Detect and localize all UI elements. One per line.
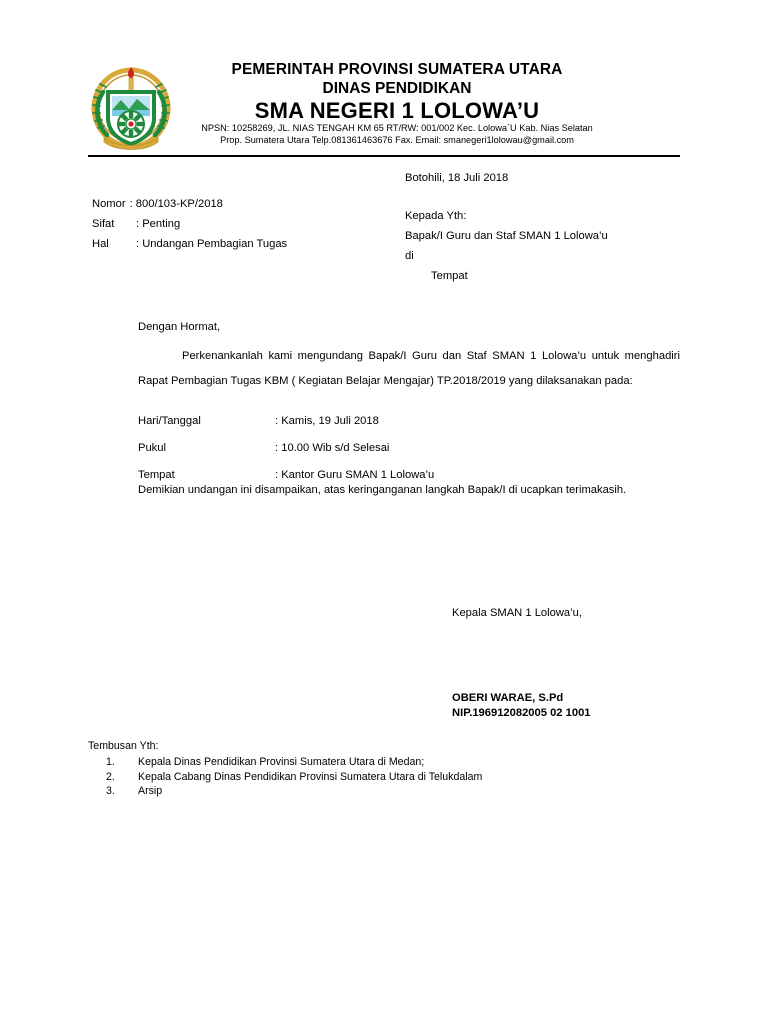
recipient-at-label: di: [405, 250, 414, 262]
signatory-title: Kepala SMAN 1 Lolowa’u,: [452, 607, 582, 619]
address-block: [405, 168, 608, 286]
event-detail-value: : Kamis, 19 Juli 2018: [275, 415, 379, 427]
reference-label-sifat: Sifat: [92, 218, 115, 230]
reference-value-nomor: 800/103-KP/2018: [135, 198, 223, 210]
event-detail-label: Pukul: [138, 442, 166, 454]
reference-value-sifat: Penting: [142, 218, 181, 230]
cc-list-item: [88, 770, 482, 785]
event-detail-row: [138, 435, 618, 462]
cc-block: [88, 739, 482, 799]
letterhead-line-school: SMA NEGERI 1 LOLOWA’U: [254, 98, 540, 123]
event-details-list: [138, 408, 618, 489]
letterhead-divider-rule: [88, 155, 680, 157]
salutation: Dengan Hormat,: [138, 321, 221, 333]
letterhead-address-line-2: Prop. Sumatera Utara Telp.081361463676 Fax. Email: smanegeri1lolowau@gmail.com: [220, 134, 574, 145]
cc-item-text: Kepala Dinas Pendidikan Provinsi Sumatera Utara di Medan;: [138, 756, 425, 768]
letterhead-line-department: DINAS PENDIDIKAN: [322, 80, 472, 97]
letterhead-line-government: PEMERINTAH PROVINSI SUMATERA UTARA: [231, 61, 563, 78]
reference-label-hal: Hal: [92, 238, 109, 250]
reference-block: [92, 194, 287, 254]
recipient-label: Kepada Yth:: [405, 210, 467, 222]
event-detail-label: Tempat: [138, 469, 175, 481]
signatory-name: OBERI WARAE, S.Pd: [452, 692, 564, 704]
event-detail-label: Hari/Tanggal: [138, 415, 201, 427]
event-detail-row: [138, 408, 618, 435]
cc-list-item: [88, 784, 482, 799]
reference-row-hal: [92, 234, 287, 254]
reference-separator-nomor: :: [129, 198, 136, 210]
cc-item-text: Kepala Cabang Dinas Pendidikan Provinsi Sumatera Utara di Telukdalam: [138, 770, 483, 783]
recipient-name: Bapak/I Guru dan Staf SMAN 1 Lolowa’u: [405, 230, 608, 242]
place-and-date: Botohili, 18 Juli 2018: [405, 172, 509, 184]
reference-label-nomor: Nomor: [92, 198, 126, 210]
body-paragraph-closing: Demikian undangan ini disampaikan, atas keringanganan langkah Bapak/I di ucapkan terimakasih.: [138, 484, 627, 496]
cc-item-number: 2.: [106, 770, 115, 783]
cc-list-item: [88, 755, 482, 770]
reference-row-nomor: [92, 194, 287, 214]
cc-title: Tembusan Yth:: [88, 740, 159, 752]
reference-separator-sifat: :: [136, 218, 143, 230]
north-sumatra-provincial-emblem-icon: [90, 62, 172, 150]
cc-item-number: 1.: [106, 756, 115, 768]
reference-value-hal: Undangan Pembagian Tugas: [142, 238, 288, 250]
cc-list: [88, 755, 482, 799]
event-detail-value: : Kantor Guru SMAN 1 Lolowa’u: [275, 469, 435, 481]
cc-item-number: 3.: [106, 785, 115, 797]
event-detail-value: : 10.00 Wib s/d Selesai: [275, 442, 390, 454]
letterhead-address-line-1: NPSN: 10258269, JL. NIAS TENGAH KM 65 RT/RW: 001/002 Kec. Lolowa`U Kab. Nias Selatan: [201, 123, 593, 133]
cc-item-text: Arsip: [138, 785, 163, 797]
body-paragraph-invitation: Perkenankanlah kami mengundang Bapak/I Guru dan Staf SMAN 1 Lolowa’u untuk menghadiri Rapat Pembagian Tugas KBM ( Kegiatan Belajar Mengajar) TP.2018/2019 yang dilaksanakan pada:: [138, 350, 680, 387]
reference-row-sifat: [92, 214, 287, 234]
signature-block: [452, 605, 591, 721]
letterhead: [88, 60, 680, 146]
signatory-nip: NIP.196912082005 02 1001: [452, 707, 591, 719]
recipient-at-value: Tempat: [431, 270, 468, 282]
reference-separator-hal: :: [136, 238, 143, 250]
